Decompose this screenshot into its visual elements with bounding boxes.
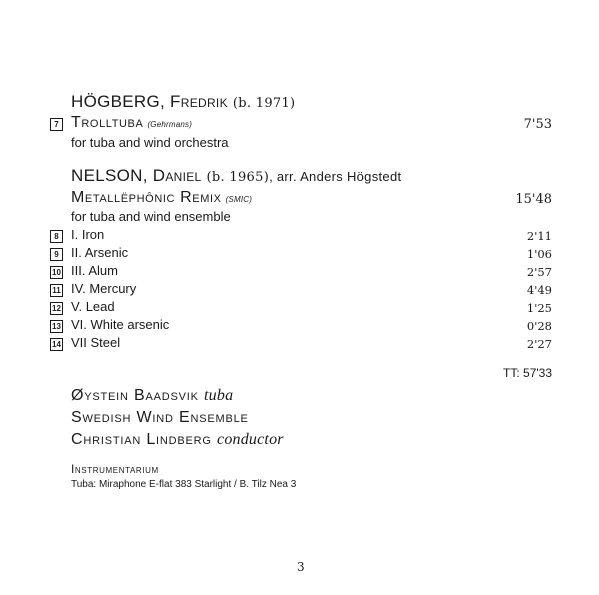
performer-conductor [71, 431, 284, 449]
composer-hogberg [71, 92, 295, 112]
track-number-box: 9 [50, 248, 63, 261]
performer-name: Øystein Baadsvik [71, 387, 199, 404]
performer-name: Christian Lindberg [71, 431, 212, 448]
work-subtitle: for tuba and wind orchestra [71, 135, 229, 150]
movement-duration: 2'57 [526, 265, 552, 279]
movement-title: IV. Mercury [71, 281, 137, 296]
movement-duration: 1'25 [526, 301, 552, 315]
track-number-box: 13 [50, 320, 63, 333]
work-title: Trolltuba [71, 114, 144, 131]
movement-duration: 4'49 [526, 283, 552, 297]
performer-ensemble [71, 409, 249, 427]
performer-role: conductor [217, 431, 284, 448]
movement-title: II. Arsenic [71, 245, 129, 260]
track-number-box: 14 [50, 338, 63, 351]
movement-duration: 1'06 [526, 247, 552, 261]
instrumentarium-heading: Instrumentarium [71, 462, 159, 476]
work-title-metallephonic [71, 189, 252, 207]
total-time: TT: 57'33 [503, 366, 552, 380]
performer-name: Swedish Wind Ensemble [71, 409, 249, 426]
movement-duration: 2'27 [526, 337, 552, 351]
performer-soloist [71, 387, 233, 405]
track-number-box: 7 [50, 118, 63, 131]
work-title-trolltuba [71, 114, 192, 132]
composer-nelson [71, 166, 401, 186]
instrumentarium-text: Tuba: Miraphone E-flat 383 Starlight / B. Tilz Nea 3 [71, 479, 297, 490]
work-duration: 15'48 [515, 192, 552, 207]
performer-role: tuba [204, 387, 234, 404]
work-subtitle: for tuba and wind ensemble [71, 209, 231, 224]
movement-title: VII Steel [71, 335, 121, 350]
composer-name: HÖGBERG, Fredrik [71, 92, 228, 111]
movement-duration: 0'28 [526, 319, 552, 333]
track-number-box: 12 [50, 302, 63, 315]
composer-dates: (b. 1971) [232, 96, 296, 111]
work-title: Metallëphônic Remix [71, 189, 222, 206]
track-number-box: 11 [50, 284, 63, 297]
track-number-box: 8 [50, 230, 63, 243]
movement-title: VI. White arsenic [71, 317, 170, 332]
movement-title: V. Lead [71, 299, 115, 314]
movement-duration: 2'11 [526, 229, 552, 243]
track-number-box: 10 [50, 266, 63, 279]
movement-title: I. Iron [71, 227, 105, 242]
arranger: , arr. Anders Högstedt [269, 169, 402, 184]
page-number: 3 [297, 560, 305, 574]
composer-name: NELSON, Daniel [71, 166, 202, 185]
publisher: (SMIC) [225, 195, 253, 204]
movement-title: III. Alum [71, 263, 118, 278]
composer-dates: (b. 1965) [206, 170, 270, 185]
publisher: (Gehrmans) [147, 120, 193, 129]
work-duration: 7'53 [523, 117, 552, 132]
